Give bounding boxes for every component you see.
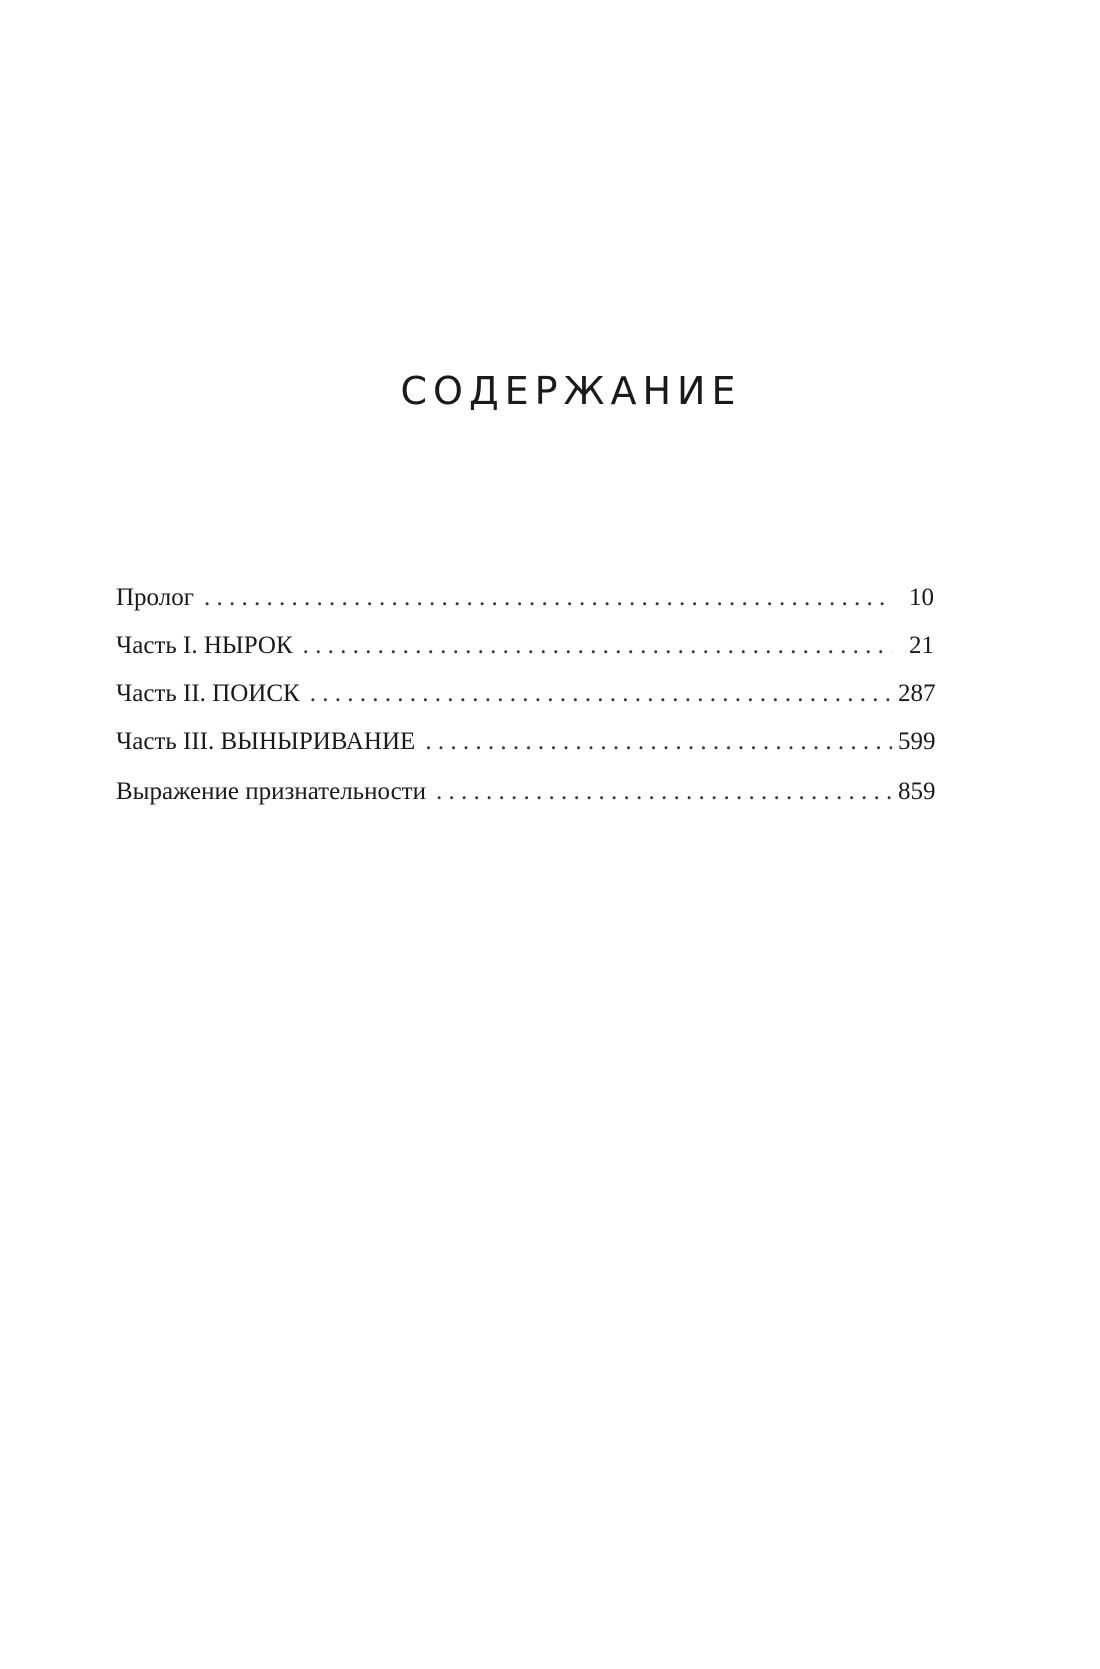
dot-leader <box>425 726 892 758</box>
toc-entry-title: Часть II. ПОИСК <box>116 680 300 707</box>
dot-leader <box>204 582 892 614</box>
dot-leader <box>436 776 892 808</box>
dot-leader <box>303 630 892 662</box>
toc-entry-prologue <box>116 582 934 614</box>
toc-entry-title: Часть I. НЫРОК <box>116 632 293 659</box>
toc-entry-page-number: 21 <box>909 632 934 659</box>
page-title: СОДЕРЖАНИЕ <box>400 369 742 413</box>
toc-entry-page-number: 859 <box>898 778 936 805</box>
toc-entry-title: Часть III. ВЫНЫРИВАНИЕ <box>116 728 416 755</box>
toc-entry-title: Пролог <box>116 584 194 611</box>
dot-leader <box>310 678 892 710</box>
toc-entry-part-2 <box>116 678 934 710</box>
toc-entry-acknowledgements <box>116 776 934 808</box>
table-of-contents <box>116 582 934 824</box>
toc-entry-title: Выражение признательности <box>116 778 426 805</box>
toc-entry-part-1 <box>116 630 934 662</box>
toc-entry-part-3 <box>116 726 934 758</box>
toc-entry-page-number: 599 <box>898 728 936 755</box>
toc-entry-page-number: 10 <box>909 584 934 611</box>
toc-entry-page-number: 287 <box>898 680 936 707</box>
